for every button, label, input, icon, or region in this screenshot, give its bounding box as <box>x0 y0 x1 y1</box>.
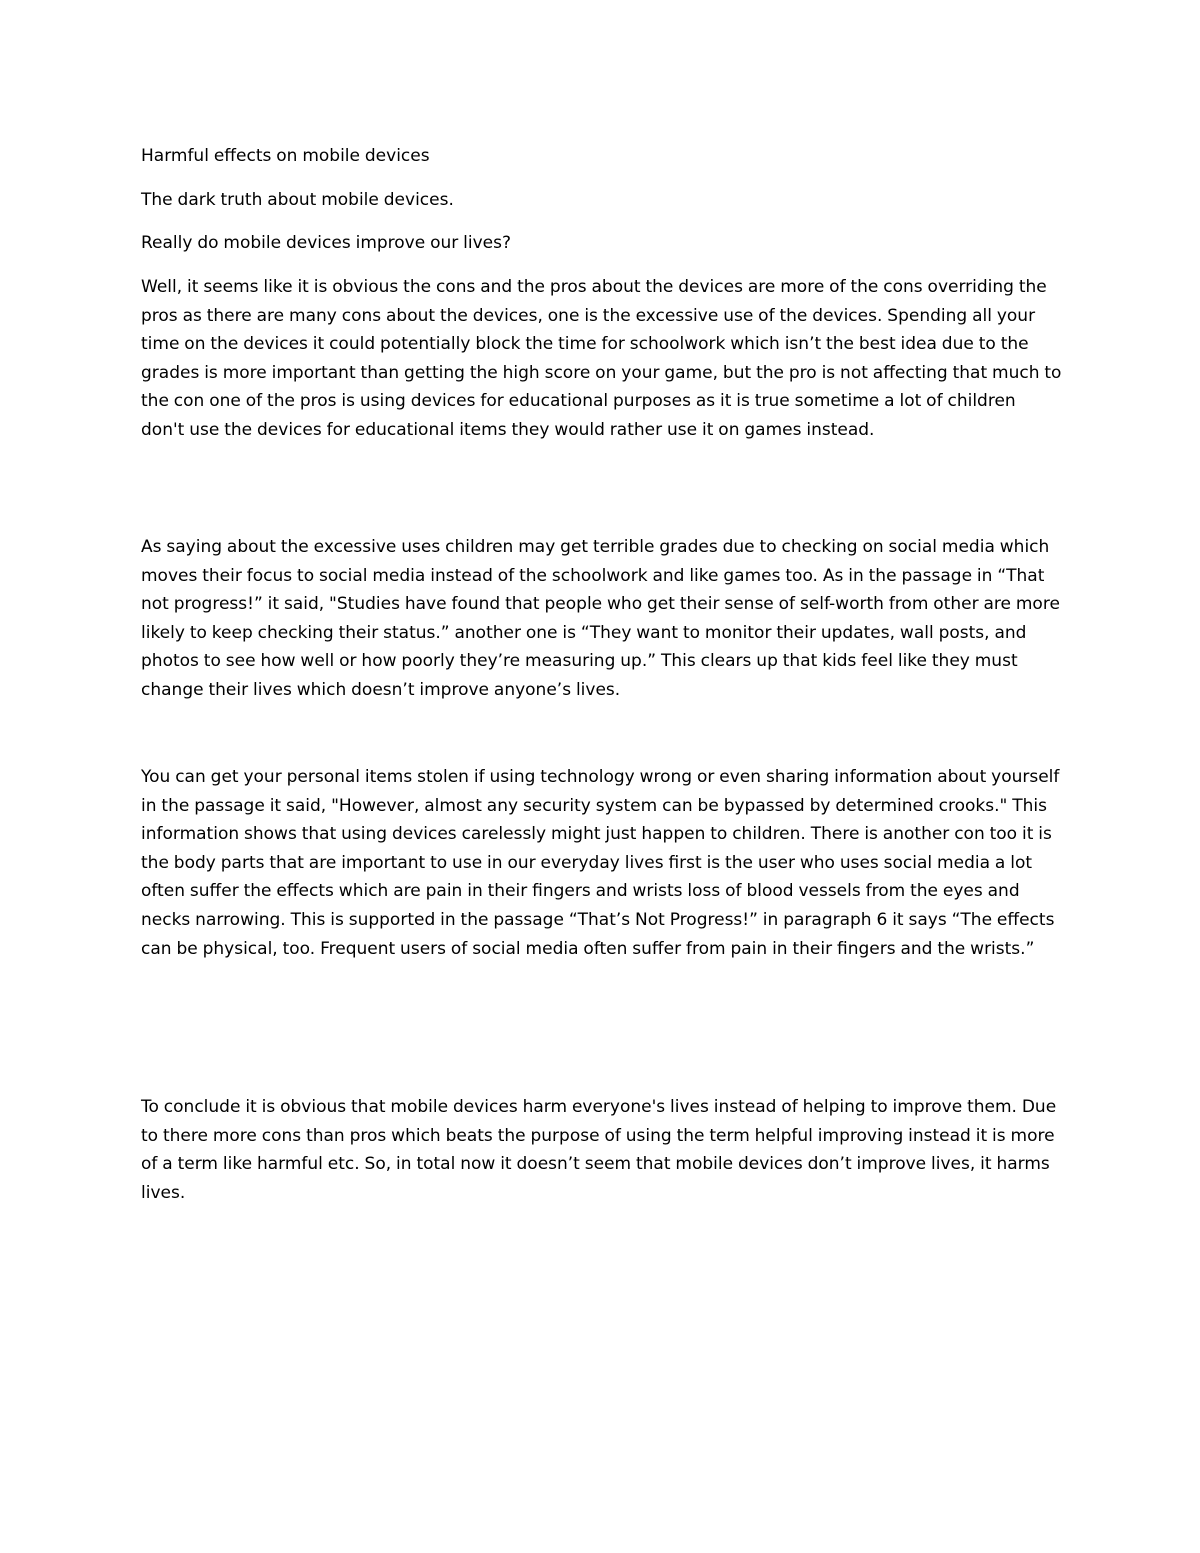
paragraph-4: To conclude it is obvious that mobile devices harm everyone's lives instead of helping to improve them. Due to there more cons than pros which beats the purpose of using the term helpful improving instead it is more of a term like harmful etc. So, in total now it doesn’t seem that mobile devices don’t improve lives, it harms lives. <box>141 1097 1057 1203</box>
paragraph-3: You can get your personal items stolen if using technology wrong or even sharing information about yourself in the passage it said, "However, almost any security system can be bypassed by determined crooks." This information shows that using devices carelessly might just happen to children. There is another con too it is the body parts that are important to use in our everyday lives first is the user who uses social media a lot often suffer the effects which are pain in their fingers and wrists loss of blood vessels from the eyes and necks narrowing. This is supported in the passage “That’s Not Progress!” in paragraph 6 it says “The effects can be physical, too. Frequent users of social media often suffer from pain in their fingers and the wrists.” <box>141 767 1060 959</box>
paragraph-1: Well, it seems like it is obvious the cons and the pros about the devices are more of the cons overriding the pros as there are many cons about the devices, one is the excessive use of the devices. Spending all your time on the devices it could potentially block the time for schoolwork which isn’t the best idea due to the grades is more important than getting the high score on your game, but the pro is not affecting that much to the con one of the pros is using devices for educational purposes as it is true sometime a lot of children don't use the devices for educational items they would rather use it on games instead. <box>141 277 1062 440</box>
document-question: Really do mobile devices improve our lives? <box>141 233 512 253</box>
document-title: Harmful effects on mobile devices <box>141 146 430 166</box>
document-subtitle: The dark truth about mobile devices. <box>141 190 454 210</box>
paragraph-2: As saying about the excessive uses children may get terrible grades due to checking on social media which moves their focus to social media instead of the schoolwork and like games too. As in the passage in “That not progress!” it said, "Studies have found that people who get their sense of self-worth from other are more likely to keep checking their status.” another one is “They want to monitor their updates, wall posts, and photos to see how well or how poorly they’re measuring up.” This clears up that kids feel like they must change their lives which doesn’t improve anyone’s lives. <box>141 537 1060 700</box>
